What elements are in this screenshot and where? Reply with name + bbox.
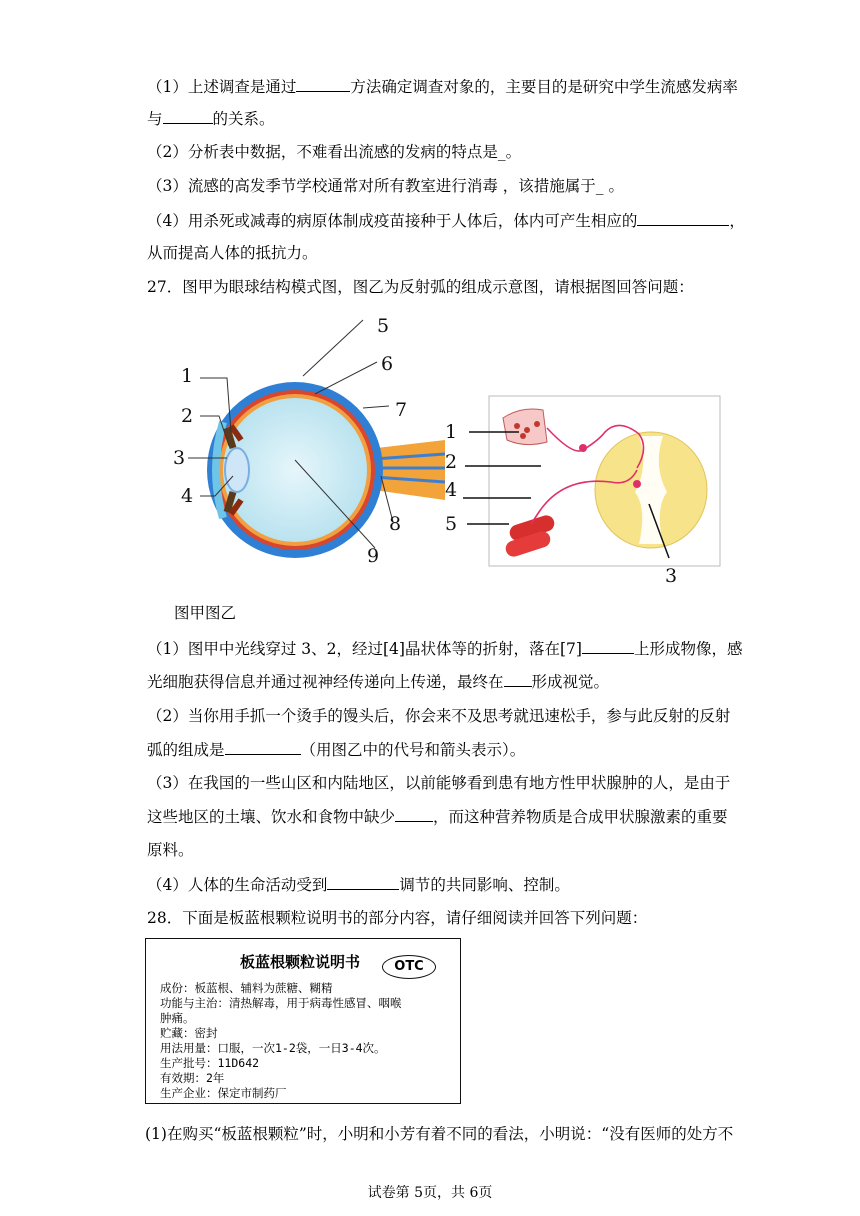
text: ，而这种营养物质是合成甲状腺激素的重要 [433, 808, 728, 826]
text: 调节的共同影响、控制。 [399, 876, 570, 894]
medicine-leaflet [145, 938, 461, 1104]
text: （4）用杀死或减毒的病原体制成疫苗接种于人体后，体内可产生相应的 [147, 212, 638, 230]
q28-line-1 [145, 1124, 733, 1144]
q27-line-4 [147, 739, 525, 760]
q27-line-1 [147, 638, 742, 659]
text: 光细胞获得信息并通过视神经传递向上传递，最终在 [147, 673, 504, 691]
q27-line-6 [147, 806, 728, 827]
text: 27．图甲为眼球结构模式图，图乙为反射弧的组成示意图，请根据图回答问题： [147, 278, 694, 296]
leaflet-item: 功能与主治：清热解毒，用于病毒性感冒、咽喉 [160, 996, 402, 1010]
answer-blank[interactable] [395, 806, 433, 822]
text: 形成视觉。 [531, 673, 610, 691]
leaflet-item: 有效期：2年 [160, 1071, 225, 1085]
q26-line-2 [147, 108, 275, 129]
text: 方法确定调查对象的，主要目的是研究中学生流感发病率 [350, 78, 738, 96]
q27-line-2 [147, 671, 609, 692]
text: （3）在我国的一些山区和内陆地区，以前能够看到患有地方性甲状腺肿的人，是由于 [147, 774, 731, 792]
q27-stem [147, 277, 694, 297]
eye-label-4: 4 [181, 485, 194, 507]
text: 28．下面是板蓝根颗粒说明书的部分内容，请仔细阅读并回答下列问题： [147, 909, 648, 927]
eye-label-6: 6 [381, 353, 394, 375]
text: 弧的组成是 [147, 741, 225, 759]
text: 上形成物像，感 [633, 640, 743, 658]
text: （用图乙中的代号和箭头表示）。 [300, 741, 526, 759]
eye-label-3: 3 [173, 447, 186, 469]
arc-label-5: 5 [445, 513, 458, 535]
answer-blank[interactable] [582, 638, 634, 654]
eye-diagram [145, 310, 445, 592]
eye-label-8: 8 [389, 513, 402, 535]
q26-line-5 [147, 210, 745, 231]
text: 这些地区的土壤、饮水和食物中缺少 [147, 808, 396, 826]
leaflet-item: 用法用量：口服，一次1-2袋，一日3-4次。 [160, 1041, 386, 1055]
reflex-arc-diagram [443, 396, 721, 587]
answer-blank[interactable] [504, 671, 532, 687]
eye-label-7: 7 [395, 399, 408, 421]
q28-stem [147, 908, 647, 928]
text: （1）上述调查是通过 [147, 78, 297, 96]
text: 原料。 [147, 841, 194, 859]
q27-line-8 [147, 874, 570, 895]
eye-label-9: 9 [367, 545, 380, 567]
answer-blank[interactable] [637, 210, 729, 226]
answer-blank[interactable] [225, 739, 301, 755]
text: （2）当你用手抓一个烫手的馒头后，你会来不及思考就迅速松手，参与此反射的反射 [147, 707, 731, 725]
text: （1）图甲中光线穿过 3、2，经过[4]晶状体等的折射，落在[7] [147, 640, 582, 658]
receptor-skin [503, 409, 547, 445]
arc-label-3: 3 [665, 565, 678, 587]
q26-line-4 [147, 176, 624, 196]
text: （2）分析表中数据，不难看出流感的发病的特点是_。 [147, 143, 522, 161]
leaflet-title: 板蓝根颗粒说明书 [240, 953, 361, 971]
text: (1)在购买“板蓝根颗粒”时，小明和小芳有着不同的看法，小明说：“没有医师的处方不 [145, 1125, 734, 1143]
q27-line-5 [147, 773, 730, 793]
text: 图甲图乙 [174, 604, 237, 622]
eye-label-2: 2 [181, 405, 194, 427]
lens [225, 448, 249, 492]
text: （4）人体的生命活动受到 [147, 876, 328, 894]
figure-caption [174, 603, 236, 623]
text: 从而提高人体的抵抗力。 [147, 244, 318, 262]
page-footer: 试卷第 5页，共 6页 [367, 1185, 493, 1201]
eye-label-1: 1 [181, 365, 194, 387]
arc-label-1: 1 [445, 421, 458, 443]
arc-label-4: 4 [445, 479, 458, 501]
text: （3）流感的高发季节学校通常对所有教室进行消毒 ，该措施属于_ 。 [147, 177, 624, 195]
q26-line-3 [147, 142, 521, 162]
answer-blank[interactable] [327, 874, 399, 890]
q27-line-7 [147, 840, 194, 860]
q26-line-1 [147, 76, 738, 97]
eye-label-5: 5 [377, 315, 390, 337]
arc-label-2: 2 [445, 451, 458, 473]
spinal-cord [595, 432, 707, 548]
answer-blank[interactable] [163, 108, 213, 124]
q26-line-6 [147, 243, 318, 263]
text: 与 [147, 110, 163, 128]
text: ， [729, 212, 745, 230]
leaflet-item: 贮藏：密封 [160, 1026, 218, 1040]
effector-muscle [504, 513, 557, 558]
answer-blank[interactable] [296, 76, 350, 92]
leaflet-item: 成份：板蓝根、辅料为蔗糖、糊精 [160, 981, 333, 995]
leaflet-item: 肿痛。 [160, 1011, 195, 1025]
leaflet-item: 生产批号：11D642 [160, 1056, 260, 1070]
text: 的关系。 [212, 110, 275, 128]
leaflet-item: 生产企业：保定市制药厂 [160, 1086, 287, 1100]
otc-badge: OTC [382, 955, 436, 979]
q27-line-3 [147, 706, 730, 726]
